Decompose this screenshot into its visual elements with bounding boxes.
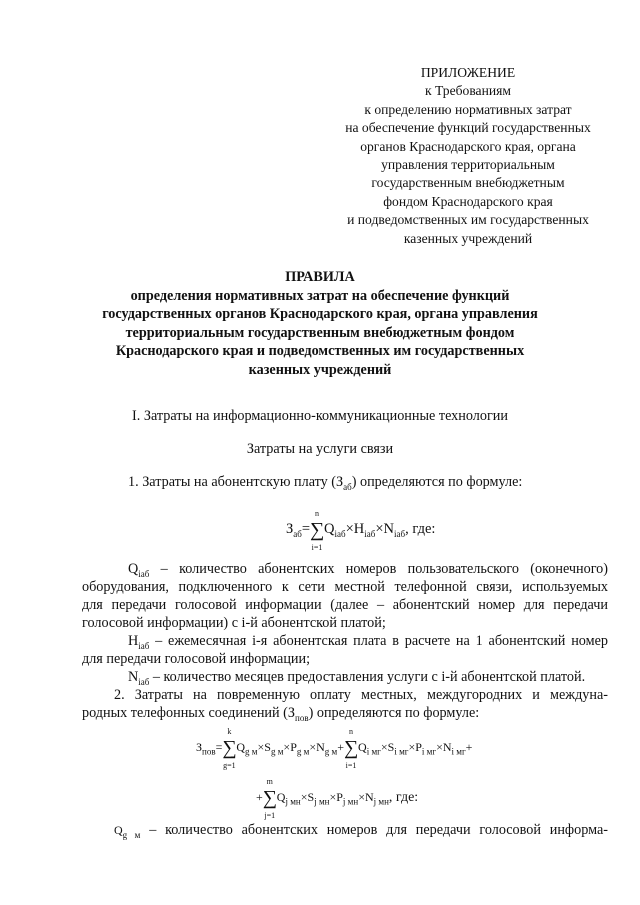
- rules-title-line: определения нормативных затрат на обеспечение функций: [130, 287, 510, 304]
- def-qgm-line: $Q_{g м}$ – количество абонентских номеров для передачи голосовой информа-: [114, 822, 609, 840]
- rules-title-line: территориальным государственным внебюджетным фондом: [125, 324, 515, 341]
- appendix-line: и подведомственных им государственных: [347, 212, 589, 228]
- appendix-line: к определению нормативных затрат: [364, 101, 572, 117]
- formula-abonent: $З_{аб}=\sum$ n i=1 $Q_{iаб}\times H_{iаб}\times N_{iаб}$, где:: [286, 509, 436, 552]
- sum-symbol-icon: ∑ m j=1: [262, 777, 278, 820]
- rules-title: [100, 268, 540, 379]
- appendix-line: к Требованиям: [424, 83, 511, 99]
- appendix-line: казенных учреждений: [403, 230, 533, 246]
- item2-line1: 2. Затраты на повременную оплату местных, междугородних и междуна-: [114, 687, 608, 703]
- rules-title-line: государственных органов Краснодарского края, органа управления: [102, 306, 538, 322]
- def-h-line1: $H_{iаб}$ – ежемесячная i-я абонентская плата в расчете на 1 абонентский номер: [128, 633, 608, 651]
- rules-heading: ПРАВИЛА: [285, 269, 355, 285]
- appendix-line: на обеспечение функций государственных: [345, 120, 591, 136]
- sum-symbol-icon: ∑ k g=1: [222, 727, 237, 770]
- rules-title-line: казенных учреждений: [248, 361, 392, 378]
- subsection-title: Затраты на услуги связи: [246, 441, 394, 457]
- appendix-line: государственным внебюджетным: [371, 175, 565, 191]
- section-title: I. Затраты на информационно-коммуникационные технологии: [132, 408, 508, 424]
- def-q-line4: голосовой информации) с i-й абонентской платой;: [82, 615, 386, 631]
- formula-pov-row1: $З_{пов}=\sum$ k g=1 $Q_{g м}\times S_{g м}\times P_{g м}\times N_{g м}+\sum$ n i=1 $Q_{i мг}\times S_{i мг}\times P_{i мг}\times N_{i мг}+$: [196, 727, 473, 770]
- appendix-block: [318, 64, 618, 248]
- appendix-line: органов Краснодарского края, органа: [360, 138, 576, 154]
- formula-pov-row2: +∑ m j=1 $Q_{j мн}\times S_{j мн}\times P_{j мн}\times N_{j мн}$, где:: [256, 777, 419, 820]
- def-n-line1: $N_{iаб}$ – количество месяцев предоставления услуги с i-й абонентской платой.: [128, 669, 586, 687]
- sum-symbol-icon: ∑ n i=1: [310, 509, 325, 552]
- appendix-line: управления территориальным: [381, 157, 555, 173]
- sum-symbol-icon: ∑ n i=1: [344, 727, 359, 770]
- def-q-line3: для передачи голосовой информации (далее – абонентский номер для передачи: [82, 597, 608, 613]
- item1-text: 1. Затраты на абонентскую плату $(З_{аб})$ определяются по формуле:: [128, 474, 523, 492]
- appendix-heading: ПРИЛОЖЕНИЕ: [420, 65, 516, 80]
- rules-title-line: Краснодарского края и подведомственных им государственных: [115, 343, 525, 359]
- item2-line2: родных телефонных соединений $(З_{пов})$ определяются по формуле:: [82, 705, 480, 723]
- def-q-line2: оборудования, подключенного к сети местной телефонной связи, используемых: [82, 579, 608, 595]
- appendix-line: фондом Краснодарского края: [383, 193, 553, 209]
- def-h-line2: для передачи голосовой информации;: [82, 651, 311, 667]
- def-q-line1: $Q_{iаб}$ – количество абонентских номеров пользовательского (оконечного): [128, 561, 608, 579]
